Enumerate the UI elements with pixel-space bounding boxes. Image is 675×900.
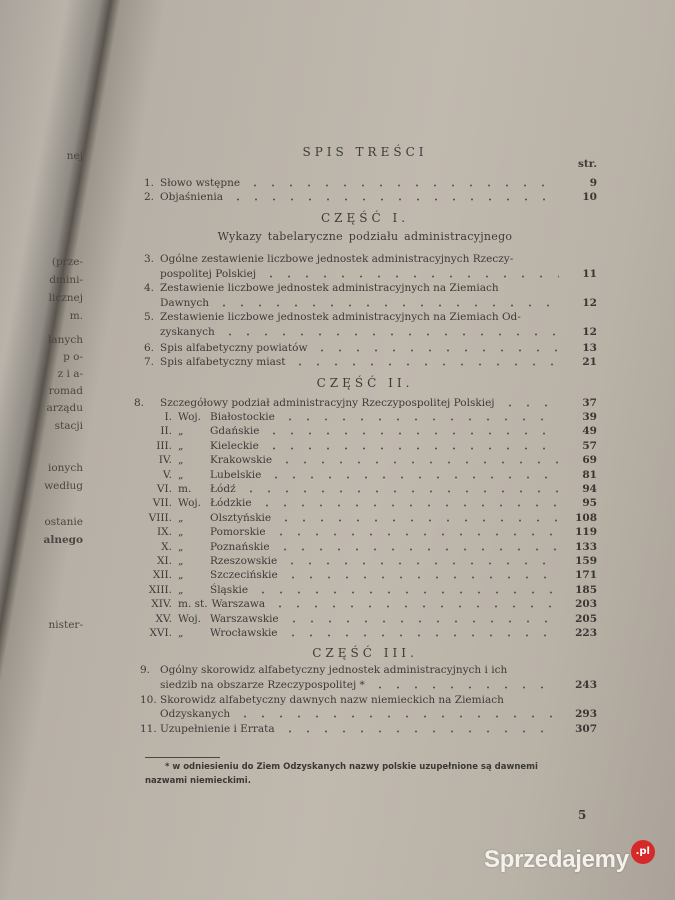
left-page-text-fragment: według xyxy=(44,480,83,492)
dot-leader xyxy=(277,519,559,522)
roman-numeral: IX. xyxy=(157,526,172,539)
roman-numeral: VI. xyxy=(156,483,172,495)
entry-title: Krakowskie xyxy=(210,454,273,467)
dot-leader xyxy=(229,198,559,201)
dot-leader xyxy=(246,184,559,187)
dot-leader xyxy=(271,605,559,608)
page-column-label: str. xyxy=(578,158,597,170)
entry-title: Lubelskie xyxy=(210,468,262,481)
entry-page: 243 xyxy=(575,679,597,691)
entry-page: 39 xyxy=(582,411,597,423)
dot-leader xyxy=(281,730,559,733)
watermark-logo: Sprzedajemy xyxy=(484,846,629,873)
toc-entry xyxy=(144,281,597,295)
left-page-text-fragment: m. xyxy=(69,310,83,322)
entry-title: Białostockie xyxy=(210,411,275,423)
toc-entry-continuation xyxy=(144,296,597,310)
entry-page: 81 xyxy=(582,468,597,481)
entry-title: Łódź xyxy=(210,483,236,495)
entry-page: 307 xyxy=(575,723,597,735)
part-subtitle: Wykazy tabelaryczne podziału administracyjnego xyxy=(217,230,513,243)
roman-numeral: X. xyxy=(161,540,172,553)
entry-title: Spis alfabetyczny powiatów xyxy=(160,342,308,354)
roman-numeral: II. xyxy=(160,425,172,438)
toc-title: SPIS TREŚCI xyxy=(302,145,428,159)
entry-prefix: m. xyxy=(178,483,192,495)
dot-leader xyxy=(215,304,559,307)
left-page-text-fragment: p o- xyxy=(63,351,83,363)
entry-title: pospolitej Polskiej xyxy=(160,268,257,280)
left-page-text-fragment: arządu xyxy=(46,402,83,414)
entry-title: Łódzkie xyxy=(210,497,252,510)
dot-leader xyxy=(262,275,559,278)
roman-numeral: XV. xyxy=(155,612,172,625)
voivodeship-entry xyxy=(124,612,597,626)
entry-title: Pomorskie xyxy=(210,526,266,539)
watermark xyxy=(484,840,655,875)
roman-numeral: XI. xyxy=(157,555,172,567)
roman-numeral: V. xyxy=(162,468,172,481)
entry-number: 8. xyxy=(134,397,145,409)
entry-title-line: Ogólne zestawienie liczbowe jednostek administracyjnych Rzeczy- xyxy=(160,253,514,265)
voivodeship-entry xyxy=(124,540,597,554)
roman-numeral: IV. xyxy=(158,454,172,467)
dot-leader xyxy=(284,576,559,579)
entry-page: 11 xyxy=(582,268,597,280)
toc-entry xyxy=(134,396,597,410)
left-page-text-fragment: ionych xyxy=(47,462,83,474)
toc-entry xyxy=(144,190,597,204)
entry-prefix: m. st. xyxy=(178,598,208,611)
entry-number: 5. xyxy=(144,311,155,323)
watermark-badge: .pl xyxy=(631,840,655,864)
left-page-text-fragment: stacji xyxy=(54,420,83,432)
entry-page: 57 xyxy=(582,439,597,452)
entry-page: 69 xyxy=(582,454,597,467)
roman-numeral: VIII. xyxy=(148,511,172,524)
entry-title: Słowo wstępne xyxy=(160,177,241,189)
entry-title-line: Skorowidz alfabetyczny dawnych nazw niemieckich na Ziemiach xyxy=(160,694,504,706)
dot-leader xyxy=(272,533,559,536)
dot-leader xyxy=(284,634,559,637)
entry-title: Objaśnienia xyxy=(160,191,223,203)
dot-leader xyxy=(501,404,559,407)
entry-title: Gdańskie xyxy=(210,425,260,438)
toc-entry-continuation xyxy=(144,267,597,281)
toc-entry xyxy=(144,341,597,355)
dot-leader xyxy=(283,562,559,565)
entry-page: 159 xyxy=(575,555,597,567)
entry-title: Warszawa xyxy=(211,598,266,611)
entry-title: Szczecińskie xyxy=(210,569,278,582)
voivodeship-entry xyxy=(124,568,597,582)
entry-title: siedzib na obszarze Rzeczypospolitej * xyxy=(160,679,365,691)
left-page-text-fragment: licznej xyxy=(48,292,83,304)
entry-prefix: „ xyxy=(178,555,184,567)
dot-leader xyxy=(371,686,559,689)
entry-page: 9 xyxy=(589,177,597,189)
dot-leader xyxy=(254,591,559,594)
part-heading: CZĘŚĆ II. xyxy=(316,376,414,390)
toc-entry-continuation xyxy=(144,325,597,339)
entry-page: 293 xyxy=(575,708,597,720)
entry-prefix: Woj. xyxy=(178,497,201,510)
entry-title: Olsztyńskie xyxy=(210,511,272,524)
entry-page: 94 xyxy=(582,483,597,495)
entry-page: 37 xyxy=(582,397,597,409)
entry-prefix: „ xyxy=(178,439,184,452)
dot-leader xyxy=(265,432,559,435)
entry-title: Odzyskanych xyxy=(160,708,231,720)
entry-title: Poznańskie xyxy=(210,540,270,553)
voivodeship-entry xyxy=(124,468,597,482)
entry-page: 119 xyxy=(575,526,597,539)
voivodeship-entry xyxy=(124,496,597,510)
voivodeship-entry xyxy=(124,482,597,496)
entry-page: 21 xyxy=(582,356,597,368)
entry-prefix: „ xyxy=(178,569,184,582)
entry-prefix: „ xyxy=(178,468,184,481)
entry-number: 4. xyxy=(144,282,155,294)
part-heading: CZĘŚĆ I. xyxy=(320,211,410,225)
part-heading: CZĘŚĆ III. xyxy=(312,646,418,660)
entry-title: Rzeszowskie xyxy=(210,555,278,567)
toc-entry xyxy=(144,176,597,190)
entry-number: 7. xyxy=(144,356,155,368)
roman-numeral: XII. xyxy=(152,569,172,582)
left-page-text-fragment: dmini- xyxy=(49,274,83,286)
entry-title-line: Zestawienie liczbowe jednostek administracyjnych na Ziemiach Od- xyxy=(160,311,521,323)
toc-entry xyxy=(140,663,597,677)
dot-leader xyxy=(291,363,559,366)
entry-prefix: „ xyxy=(178,425,184,438)
entry-page: 95 xyxy=(582,497,597,510)
entry-page: 108 xyxy=(575,511,597,524)
voivodeship-entry xyxy=(124,410,597,424)
entry-title: Śląskie xyxy=(210,583,249,596)
dot-leader xyxy=(242,490,559,493)
entry-title: Szczegółowy podział administracyjny Rzeczypospolitej Polskiej xyxy=(160,397,495,409)
voivodeship-entry xyxy=(124,424,597,438)
entry-title-line: Ogólny skorowidz alfabetyczny jednostek administracyjnych i ich xyxy=(160,664,508,676)
entry-page: 12 xyxy=(582,326,597,338)
toc-entry xyxy=(144,355,597,369)
entry-prefix: „ xyxy=(178,583,184,596)
voivodeship-entry xyxy=(124,525,597,539)
entry-page: 49 xyxy=(582,425,597,438)
roman-numeral: XIV. xyxy=(151,598,172,611)
toc-entry-continuation xyxy=(160,707,597,721)
toc-entry xyxy=(144,310,597,324)
left-page-text-fragment: ostanie xyxy=(44,516,83,528)
dot-leader xyxy=(313,349,559,352)
voivodeship-entry xyxy=(124,626,597,640)
entry-page: 10 xyxy=(582,191,597,203)
left-page-text-fragment: alnego xyxy=(43,534,83,546)
dot-leader xyxy=(281,418,559,421)
toc-entry xyxy=(140,722,597,736)
voivodeship-entry xyxy=(124,439,597,453)
toc-entry xyxy=(144,252,597,266)
left-page-text-fragment: nister- xyxy=(48,619,83,631)
roman-numeral: VII. xyxy=(152,497,172,510)
entry-title-line: Zestawienie liczbowe jednostek administracyjnych na Ziemiach xyxy=(160,282,499,294)
entry-title: zyskanych xyxy=(160,326,215,338)
roman-numeral: XIII. xyxy=(148,583,172,596)
entry-page: 203 xyxy=(575,598,597,611)
entry-page: 185 xyxy=(575,583,597,596)
voivodeship-entry xyxy=(124,554,597,568)
dot-leader xyxy=(221,333,559,336)
roman-numeral: XVI. xyxy=(149,627,172,639)
toc-entry-continuation xyxy=(160,678,597,692)
entry-prefix: Woj. xyxy=(178,411,201,423)
entry-page: 13 xyxy=(582,342,597,354)
voivodeship-entry xyxy=(124,453,597,467)
voivodeship-entry xyxy=(124,597,597,611)
roman-numeral: I. xyxy=(164,411,172,423)
entry-number: 11. xyxy=(140,723,157,735)
footnote-rule xyxy=(145,757,220,758)
entry-title: Kieleckie xyxy=(210,439,259,452)
entry-page: 171 xyxy=(575,569,597,582)
entry-title: Uzupełnienie i Errata xyxy=(160,723,275,735)
entry-prefix: „ xyxy=(178,627,184,639)
dot-leader xyxy=(285,620,559,623)
entry-number: 2. xyxy=(144,191,155,203)
entry-number: 6. xyxy=(144,342,155,354)
entry-prefix: „ xyxy=(178,511,184,524)
left-page-text-fragment: z i a- xyxy=(57,368,83,380)
entry-title: Wrocławskie xyxy=(210,627,278,639)
entry-page: 12 xyxy=(582,297,597,309)
voivodeship-entry xyxy=(124,511,597,525)
entry-prefix: „ xyxy=(178,454,184,467)
dot-leader xyxy=(258,504,559,507)
roman-numeral: III. xyxy=(156,439,172,452)
toc-entry xyxy=(140,693,597,707)
entry-title: Dawnych xyxy=(160,297,210,309)
entry-page: 133 xyxy=(575,540,597,553)
left-page-text-fragment: (prze- xyxy=(51,256,83,268)
entry-page: 205 xyxy=(575,612,597,625)
voivodeship-entry xyxy=(124,583,597,597)
entry-title: Warszawskie xyxy=(210,612,279,625)
dot-leader xyxy=(276,548,559,551)
entry-prefix: Woj. xyxy=(178,612,201,625)
page-number: 5 xyxy=(578,808,587,822)
left-page-text-fragment: romad xyxy=(48,385,83,397)
left-page-text-fragment: nej xyxy=(66,150,83,162)
dot-leader xyxy=(278,461,559,464)
dot-leader xyxy=(267,476,559,479)
entry-prefix: „ xyxy=(178,526,184,539)
dot-leader xyxy=(236,715,559,718)
entry-page: 223 xyxy=(575,627,597,639)
entry-title: Spis alfabetyczny miast xyxy=(160,356,286,368)
dot-leader xyxy=(265,447,559,450)
footnote-line-1: * w odniesieniu do Ziem Odzyskanych nazwy polskie uzupełnione są dawnemi xyxy=(165,762,538,772)
entry-prefix: „ xyxy=(178,540,184,553)
left-page-text-fragment: lanych xyxy=(48,334,83,346)
entry-number: 1. xyxy=(144,177,155,189)
entry-number: 10. xyxy=(140,694,157,706)
entry-number: 3. xyxy=(144,253,155,265)
footnote-line-2: nazwami niemieckimi. xyxy=(145,776,251,786)
entry-number: 9. xyxy=(140,664,151,676)
